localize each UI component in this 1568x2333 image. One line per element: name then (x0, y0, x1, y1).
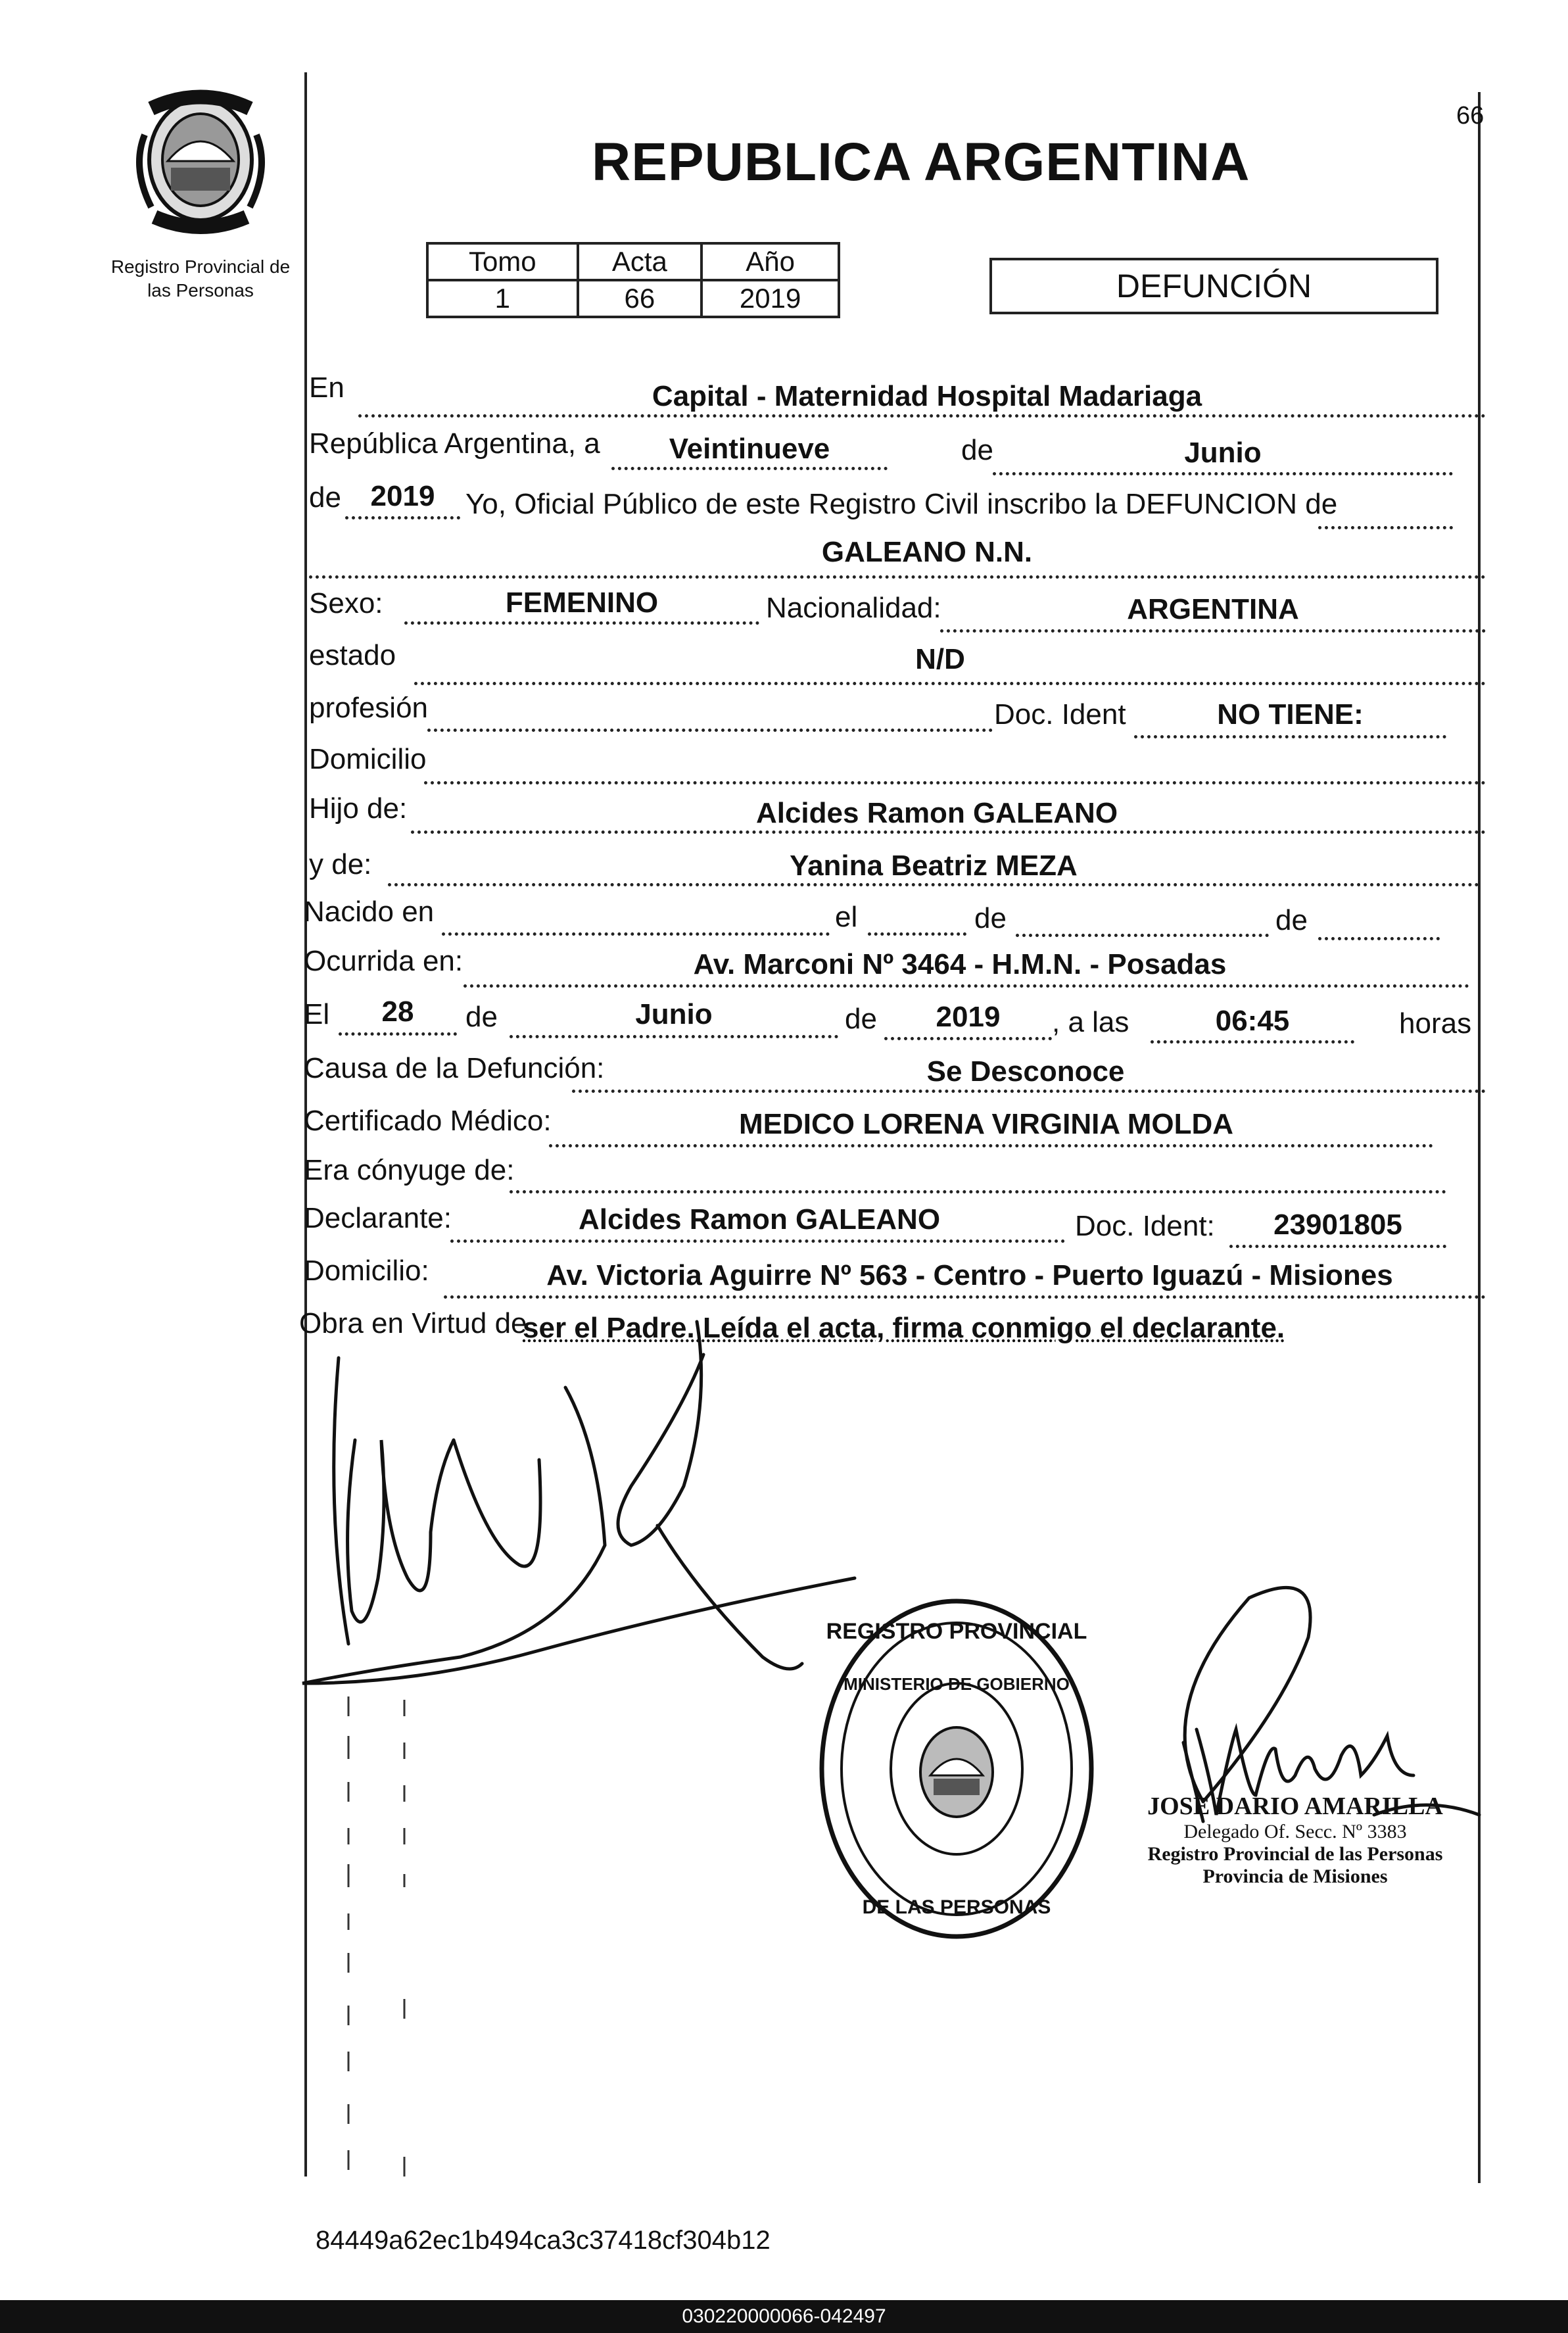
tomo-acta-anio-table (426, 242, 840, 318)
registry-caption (72, 255, 329, 302)
fill-line (1016, 934, 1269, 937)
label-domicilio: Domicilio (309, 743, 427, 775)
value-declarante: Alcides Ramon GALEANO (578, 1203, 941, 1236)
fill-line (868, 932, 966, 936)
fill-line (1134, 735, 1446, 738)
label-el: el (835, 901, 858, 933)
svg-text:DE LAS PERSONAS: DE LAS PERSONAS (862, 1896, 1051, 1918)
fill-line (424, 781, 1486, 784)
fill-line (345, 516, 460, 519)
label-de: de (1275, 904, 1308, 936)
fill-line (414, 682, 1486, 685)
value-domicilio-declarante: Av. Victoria Aguirre Nº 563 - Centro - Puerto Iguazú - Misiones (546, 1259, 1393, 1291)
fill-line (388, 883, 1479, 886)
page-title: REPUBLICA ARGENTINA (592, 132, 1250, 192)
fill-line (442, 932, 830, 936)
value-dia: 28 (381, 996, 414, 1028)
fill-line (993, 472, 1453, 475)
label-a-las: , a las (1052, 1006, 1129, 1038)
label-domicilio: Domicilio: (304, 1255, 429, 1287)
value-obra: ser el Padre. Leída el acta, firma conmigo el declarante. (523, 1312, 1285, 1344)
value-anio: 2019 (370, 480, 435, 512)
official-province: Provincia de Misiones (1202, 1865, 1388, 1887)
table-value-acta: 66 (578, 280, 702, 317)
registry-official-stamp (809, 1591, 1105, 1946)
value-estado: N/D (915, 643, 965, 675)
table-header-tomo: Tomo (427, 243, 578, 280)
fill-line (1151, 1040, 1354, 1044)
official-title: Delegado Of. Secc. Nº 3383 (1183, 1821, 1407, 1842)
fill-line (884, 1037, 1052, 1040)
label-sexo: Sexo: (309, 587, 383, 619)
value-hora: 06:45 (1215, 1005, 1290, 1037)
label-causa: Causa de la Defunción: (304, 1052, 605, 1084)
label-de: de (974, 902, 1007, 934)
table-value-anio: 2019 (701, 280, 839, 317)
value-ocurrida: Av. Marconi Nº 3464 - H.M.N. - Posadas (693, 948, 1227, 980)
value-mes2: Junio (635, 998, 713, 1030)
value-anio2: 2019 (936, 1001, 1001, 1033)
fill-line (1229, 1245, 1446, 1248)
label-de: de (961, 434, 993, 466)
value-dia-letras: Veintinueve (669, 433, 830, 465)
value-sexo: FEMENINO (505, 587, 659, 619)
table-value-tomo: 1 (427, 280, 578, 317)
fill-line (572, 1090, 1486, 1093)
label-yo: Yo, Oficial Público de este Registro Civil inscribo la DEFUNCION de (465, 488, 1338, 520)
label-doc-ident: Doc. Ident: (1075, 1210, 1215, 1242)
official-name: JOSE DARIO AMARILLA (1147, 1792, 1443, 1820)
value-mes: Junio (1184, 437, 1262, 469)
value-madre: Yanina Beatriz MEZA (790, 850, 1078, 882)
label-nacionalidad: Nacionalidad: (766, 592, 941, 624)
label-republica: República Argentina, a (309, 427, 600, 460)
fill-line (427, 729, 993, 732)
table-header-anio: Año (701, 243, 839, 280)
fill-line (940, 629, 1486, 633)
footer-barcode-text: 030220000066-042497 (0, 2300, 1568, 2333)
label-hijo-de: Hijo de: (309, 792, 408, 825)
fill-line (444, 1295, 1486, 1299)
fill-line (404, 621, 759, 625)
value-nombre: GALEANO N.N. (821, 536, 1033, 568)
value-causa: Se Desconoce (926, 1055, 1125, 1088)
document-hash: 84449a62ec1b494ca3c37418cf304b12 (316, 2226, 771, 2255)
registry-caption-line2: las Personas (147, 280, 254, 301)
svg-text:REGISTRO PROVINCIAL: REGISTRO PROVINCIAL (826, 1619, 1087, 1644)
official-name-block (1111, 1792, 1479, 1888)
label-en: En (309, 372, 344, 404)
value-lugar: Capital - Maternidad Hospital Madariaga (652, 380, 1202, 412)
value-doc-ident: NO TIENE: (1217, 698, 1364, 731)
label-estado: estado (309, 639, 396, 671)
fill-line (1318, 526, 1453, 529)
label-de: de (845, 1003, 877, 1035)
fill-line (611, 467, 888, 470)
fill-line (309, 575, 1486, 579)
label-certificado: Certificado Médico: (304, 1105, 552, 1137)
value-doc-declarante: 23901805 (1273, 1209, 1402, 1241)
fill-line (510, 1035, 838, 1038)
registry-caption-line1: Registro Provincial de (110, 256, 291, 277)
left-guide-marks (345, 1696, 411, 2196)
label-el: El (304, 998, 330, 1030)
label-de: de (309, 481, 341, 514)
document-type-box: DEFUNCIÓN (989, 258, 1438, 314)
label-de: de (465, 1001, 498, 1033)
province-seal-logo (125, 82, 276, 240)
label-ocurrida-en: Ocurrida en: (304, 945, 463, 977)
value-nacionalidad: ARGENTINA (1127, 593, 1299, 625)
fill-line (463, 984, 1469, 988)
label-horas: horas (1399, 1007, 1472, 1040)
label-y-de: y de: (309, 848, 372, 880)
svg-text:MINISTERIO DE GOBIERNO: MINISTERIO DE GOBIERNO (843, 1674, 1070, 1694)
fill-line (358, 414, 1486, 418)
label-nacido-en: Nacido en (304, 896, 435, 928)
label-profesion: profesión (309, 692, 429, 724)
label-doc-ident: Doc. Ident (994, 698, 1126, 731)
official-registry: Registro Provincial de las Personas (1147, 1843, 1443, 1865)
fill-line (510, 1190, 1446, 1193)
table-header-acta: Acta (578, 243, 702, 280)
fill-line (549, 1144, 1433, 1147)
label-declarante: Declarante: (304, 1202, 452, 1234)
label-obra: Obra en Virtud de (299, 1307, 527, 1339)
label-conyuge: Era cónyuge de: (304, 1154, 515, 1186)
value-medico: MEDICO LORENA VIRGINIA MOLDA (738, 1108, 1234, 1140)
fill-line (339, 1032, 457, 1036)
fill-line (450, 1239, 1065, 1243)
fill-line (1318, 937, 1440, 940)
fill-line (411, 830, 1486, 834)
page-number: 66 (1456, 102, 1485, 130)
value-padre: Alcides Ramon GALEANO (755, 797, 1118, 829)
